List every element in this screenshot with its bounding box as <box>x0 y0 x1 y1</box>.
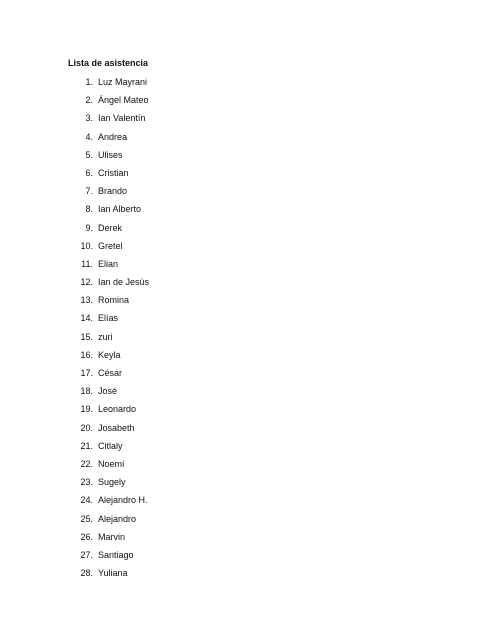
list-item-number: 24. <box>80 495 93 506</box>
list-item-name: Cristian <box>98 167 129 178</box>
list-item <box>0 364 300 382</box>
list-item-name: Alejandro H. <box>98 495 148 506</box>
list-item-name: Andrea <box>98 131 128 142</box>
list-item-number: 12. <box>80 277 93 288</box>
list-item <box>0 182 300 200</box>
list-item-number: 16. <box>80 349 93 360</box>
list-item-number: 4. <box>85 131 93 142</box>
list-item-number: 6. <box>85 167 93 178</box>
list-item-name: Luz Mayrani <box>98 77 148 87</box>
list-item-number: 22. <box>80 458 93 469</box>
list-item <box>0 473 300 491</box>
list-item-name: Keyla <box>98 349 121 360</box>
list-item-name: Gretel <box>98 240 123 251</box>
list-item-number: 13. <box>80 295 93 306</box>
list-item <box>0 564 300 582</box>
list-item <box>0 309 300 327</box>
list-item <box>0 346 300 364</box>
document-title: Lista de asistencia <box>68 58 149 68</box>
list-item-name: José <box>98 386 118 397</box>
list-item <box>0 273 300 291</box>
list-item-number: 19. <box>80 404 93 415</box>
list-item <box>0 291 300 309</box>
list-item <box>0 328 300 346</box>
list-item-number: 18. <box>80 386 93 397</box>
list-item-number: 15. <box>80 331 93 342</box>
list-item-name: Ian de Jesús <box>98 277 150 288</box>
list-item-number: 10. <box>80 240 93 251</box>
list-item <box>0 91 300 109</box>
list-item <box>0 437 300 455</box>
list-item <box>0 219 300 237</box>
list-item <box>0 237 300 255</box>
list-item-name: Noemí <box>98 458 125 469</box>
list-item-number: 9. <box>85 222 93 233</box>
list-item-number: 1. <box>85 77 93 87</box>
list-item-number: 11. <box>81 258 93 269</box>
list-item <box>0 528 300 546</box>
list-item <box>0 164 300 182</box>
list-item-number: 27. <box>80 549 93 560</box>
list-item-name: Citlaly <box>98 440 123 451</box>
list-item-name: Josabeth <box>98 422 135 433</box>
list-item-name: Ian Valentín <box>98 113 146 124</box>
list-item-name: César <box>98 368 123 378</box>
list-item-name: Brando <box>98 186 128 197</box>
list-item-name: Yuliana <box>98 568 128 579</box>
list-item-number: 7. <box>85 186 93 197</box>
list-item-number: 20. <box>80 422 93 433</box>
list-item <box>0 73 300 91</box>
list-item-number: 8. <box>85 204 93 215</box>
list-item <box>0 109 300 127</box>
list-item-name: Elías <box>98 313 119 324</box>
list-item-number: 25. <box>80 513 93 524</box>
list-item-number: 26. <box>80 531 93 542</box>
list-item-number: 17. <box>80 368 93 378</box>
list-item <box>0 146 300 164</box>
list-item <box>0 255 300 273</box>
list-item <box>0 455 300 473</box>
list-item-name: Marvin <box>98 531 126 542</box>
list-item-name: zuri <box>98 331 113 342</box>
list-item <box>0 419 300 437</box>
list-item-name: Romina <box>98 295 130 306</box>
list-item-name: Sugely <box>98 477 126 488</box>
list-item-name: Ian Alberto <box>98 204 142 215</box>
list-item <box>0 382 300 400</box>
list-item-name: Alejandro <box>98 513 137 524</box>
list-item-name: Elian <box>98 258 119 269</box>
list-item-number: 3. <box>85 113 93 124</box>
list-item <box>0 510 300 528</box>
list-item <box>0 128 300 146</box>
list-item <box>0 491 300 509</box>
list-item-name: Ulises <box>98 149 123 160</box>
list-item-name: Derek <box>98 222 123 233</box>
list-item-number: 21. <box>80 440 93 451</box>
list-item-name: Santiago <box>98 549 134 560</box>
list-item-number: 14. <box>80 313 93 324</box>
list-item-name: Leonardo <box>98 404 137 415</box>
list-item-number: 2. <box>85 95 93 106</box>
list-item-name: Ángel Mateo <box>98 95 149 106</box>
list-item-number: 5. <box>85 149 93 160</box>
list-item <box>0 400 300 418</box>
attendance-list <box>0 73 300 582</box>
list-item <box>0 200 300 218</box>
list-item-number: 23. <box>80 477 93 488</box>
list-item <box>0 546 300 564</box>
list-item-number: 28. <box>80 568 93 579</box>
